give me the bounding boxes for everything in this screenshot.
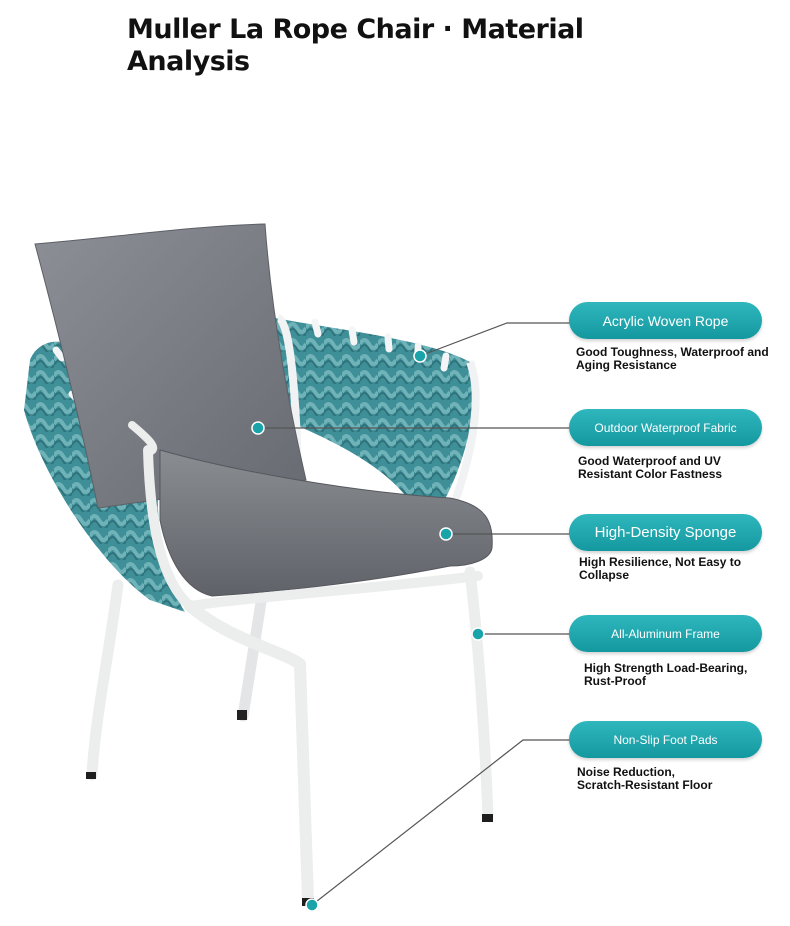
- feature-description-foot-pads: [577, 766, 712, 792]
- feature-label-sponge: [569, 514, 762, 551]
- feature-description-sponge: [579, 556, 741, 582]
- description-line: High Resilience, Not Easy to: [579, 555, 742, 569]
- marker-fabric-dot: [252, 422, 264, 434]
- feature-label-waterproof-fabric: [569, 409, 762, 446]
- feature-description-waterproof-fabric: [578, 455, 722, 481]
- description-line: Good Toughness, Waterproof and: [576, 345, 769, 359]
- feature-label-text: Non-Slip Foot Pads: [613, 732, 718, 747]
- feature-label-text: All-Aluminum Frame: [611, 626, 720, 641]
- marker-sponge-dot: [440, 528, 452, 540]
- description-line: Good Waterproof and UV: [578, 454, 721, 468]
- marker-frame-dot: [472, 628, 484, 640]
- feature-label-foot-pads: [569, 721, 762, 758]
- description-line: Rust-Proof: [584, 674, 646, 688]
- feature-label-text: Outdoor Waterproof Fabric: [594, 420, 737, 435]
- feature-description-aluminum-frame: [584, 662, 747, 688]
- description-line: High Strength Load-Bearing,: [584, 661, 748, 675]
- foot-pads: [86, 772, 493, 906]
- feature-label-text: Acrylic Woven Rope: [602, 312, 729, 329]
- feature-description-acrylic-rope: [576, 346, 769, 372]
- description-line: Aging Resistance: [576, 358, 677, 372]
- feature-label-text: High-Density Sponge: [594, 524, 737, 541]
- marker-foot-dot: [306, 899, 318, 911]
- description-line: Resistant Color Fastness: [578, 467, 723, 481]
- back-legs: [237, 596, 262, 720]
- description-line: Scratch-Resistant Floor: [577, 778, 713, 792]
- description-line: Noise Reduction,: [577, 765, 676, 779]
- feature-label-acrylic-rope: [569, 302, 762, 339]
- marker-rope-dot: [414, 350, 426, 362]
- description-line: Collapse: [579, 568, 630, 582]
- page-title: Muller La Rope Chair · Material Analysis: [127, 14, 584, 77]
- feature-label-aluminum-frame: [569, 615, 762, 652]
